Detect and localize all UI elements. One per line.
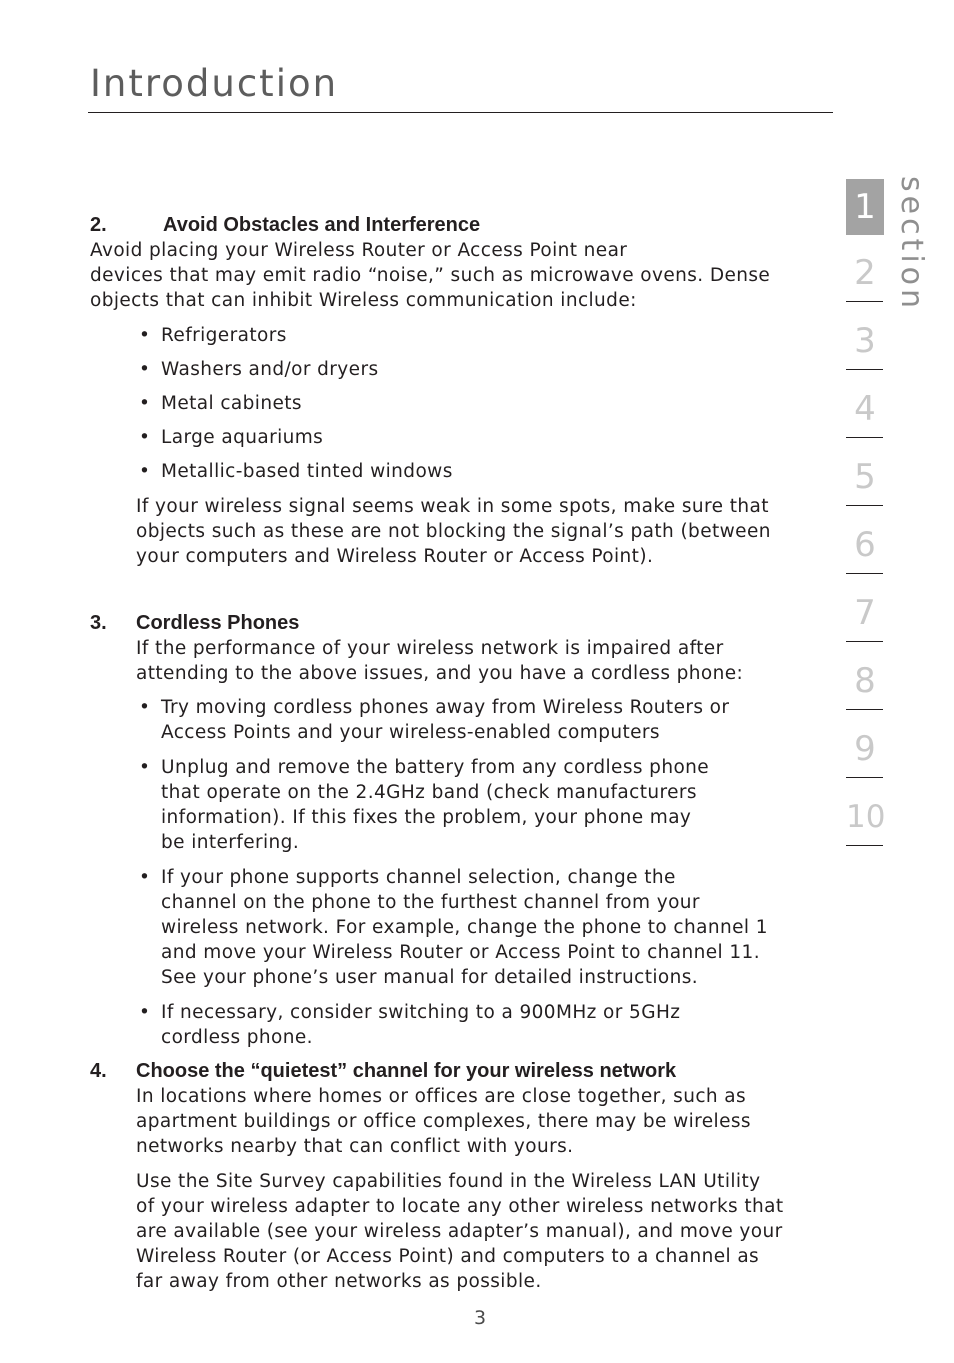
text-line: far away from other networks as possible. (136, 1271, 542, 1292)
section-tabs (846, 179, 884, 857)
text-line: networks nearby that can conflict with yours. (136, 1136, 574, 1157)
text-line: objects such as these are not blocking the signal’s path (between (136, 521, 771, 542)
section-2-intro (90, 238, 802, 313)
list-item: • Try moving cordless phones away from Wireless Routers or Access Points and your wireless-enabled computers (136, 695, 802, 745)
section-4-paragraph-1 (136, 1084, 802, 1159)
text-line: apartment buildings or office complexes, there may be wireless (136, 1111, 751, 1132)
main-content (90, 212, 802, 1294)
section-tab-5[interactable]: 5 (854, 457, 876, 497)
tab-divider (846, 845, 883, 846)
section-4 (90, 1058, 802, 1294)
tab-divider (846, 573, 883, 574)
page-number: 3 (473, 1307, 487, 1329)
section-tab-8[interactable]: 8 (854, 661, 876, 701)
section-tab-1[interactable]: 1 (846, 179, 884, 235)
list-item: • Large aquariums (136, 425, 802, 450)
text-line: of your wireless adapter to locate any other wireless networks that (136, 1196, 784, 1217)
section-number: 3. (90, 612, 107, 634)
section-3-intro (136, 636, 802, 686)
section-tab-7[interactable]: 7 (854, 593, 876, 633)
section-number: 2. (90, 214, 107, 236)
text-line: In locations where homes or offices are close together, such as (136, 1086, 747, 1107)
section-4-paragraph-2 (136, 1169, 802, 1294)
text-line: devices that may emit radio “noise,” such as microwave ovens. Dense (90, 265, 771, 286)
text-line: are available (see your wireless adapter’s manual), and move your (136, 1221, 783, 1242)
list-item: • Washers and/or dryers (136, 357, 802, 382)
text-line: Use the Site Survey capabilities found in the Wireless LAN Utility (136, 1171, 761, 1192)
list-item: • Refrigerators (136, 323, 802, 348)
section-4-heading (90, 1058, 802, 1084)
section-tab-10[interactable]: 10 (846, 799, 886, 835)
header-divider (88, 112, 833, 113)
cordless-phone-tips (90, 695, 802, 1050)
section-2-heading (90, 212, 802, 238)
section-title: Avoid Obstacles and Interference (163, 214, 481, 236)
section-3-heading (90, 610, 802, 636)
text-line: Avoid placing your Wireless Router or Access Point near (90, 240, 628, 261)
list-item: • If your phone supports channel selection, change the channel on the phone to the furthest channel from your wireless network. For example, change the phone to channel 1 and move your Wireless Router or Access Point to channel 11. See your phone’s user manual for detailed instructions. (136, 865, 802, 990)
tab-divider (846, 641, 883, 642)
tab-divider (846, 369, 883, 370)
section-tab-6[interactable]: 6 (854, 525, 876, 565)
text-line: your computers and Wireless Router or Access Point). (136, 546, 654, 567)
text-line: objects that can inhibit Wireless communication include: (90, 290, 637, 311)
tab-divider (846, 437, 883, 438)
page-header-title: Introduction (90, 62, 339, 105)
text-line: Wireless Router (or Access Point) and computers to a channel as (136, 1246, 760, 1267)
text-line: attending to the above issues, and you have a cordless phone: (136, 663, 744, 684)
list-item: • If necessary, consider switching to a 900MHz or 5GHz cordless phone. (136, 1000, 802, 1050)
section-title: Choose the “quietest” channel for your wireless network (136, 1060, 677, 1082)
section-tab-3[interactable]: 3 (854, 321, 876, 361)
tab-divider (846, 709, 883, 710)
section-tab-4[interactable]: 4 (854, 389, 876, 429)
section-label: section (894, 176, 929, 313)
tab-divider (846, 777, 883, 778)
section-3 (90, 610, 802, 1050)
section-2-outro (136, 494, 802, 569)
section-tab-2[interactable]: 2 (854, 253, 876, 293)
obstacle-list (90, 323, 802, 484)
tab-divider (846, 505, 883, 506)
tab-divider (846, 301, 883, 302)
section-2 (90, 212, 802, 569)
section-number: 4. (90, 1060, 107, 1082)
section-tab-9[interactable]: 9 (854, 729, 876, 769)
list-item: • Metallic-based tinted windows (136, 459, 802, 484)
list-item: • Metal cabinets (136, 391, 802, 416)
text-line: If your wireless signal seems weak in some spots, make sure that (136, 496, 769, 517)
section-title: Cordless Phones (136, 612, 300, 634)
list-item: • Unplug and remove the battery from any cordless phone that operate on the 2.4GHz band (check manufacturers information). If this fixes the problem, your phone may be interfering. (136, 755, 802, 855)
text-line: If the performance of your wireless network is impaired after (136, 638, 724, 659)
